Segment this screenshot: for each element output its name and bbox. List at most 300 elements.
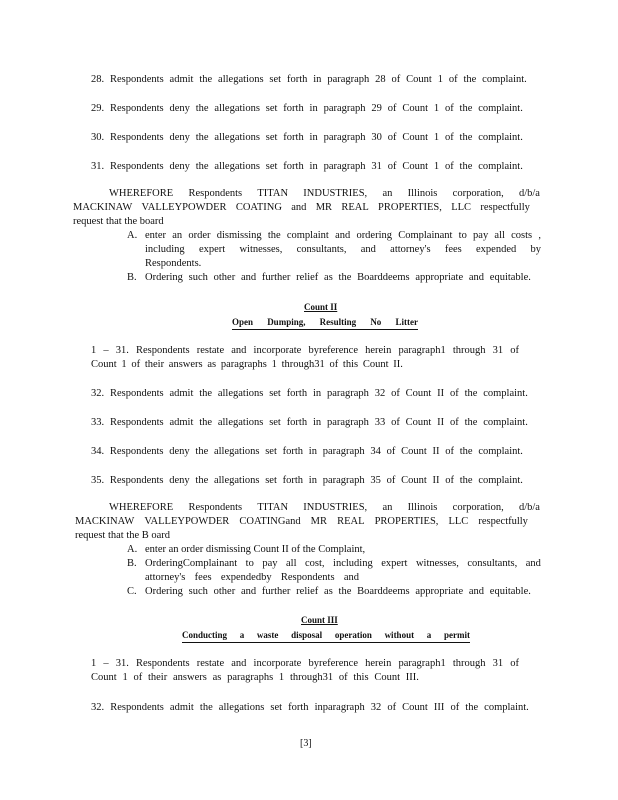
word: respectfully bbox=[480, 202, 530, 213]
word: ordering bbox=[356, 230, 393, 241]
word: and bbox=[468, 586, 485, 597]
word: their bbox=[147, 672, 168, 683]
word: complaint. bbox=[482, 74, 527, 85]
word: Respondents bbox=[188, 502, 243, 513]
word: allegations bbox=[218, 74, 264, 85]
word: this bbox=[353, 672, 369, 683]
word: 1 bbox=[91, 345, 97, 356]
word: Count bbox=[91, 672, 117, 683]
word: the bbox=[464, 388, 478, 399]
word: admit bbox=[169, 74, 194, 85]
word: Count bbox=[402, 161, 428, 172]
count-2-title: Count II bbox=[304, 302, 338, 312]
word: of bbox=[386, 475, 396, 486]
word: allegations bbox=[217, 388, 264, 399]
word: such bbox=[188, 586, 208, 597]
word: of bbox=[510, 658, 519, 669]
word: 28. bbox=[91, 74, 105, 85]
word: of bbox=[449, 388, 459, 399]
word: further bbox=[261, 272, 291, 283]
word: the bbox=[459, 446, 473, 457]
word: equitable. bbox=[489, 586, 531, 597]
word: Complainant bbox=[398, 230, 453, 241]
word: allegations bbox=[217, 417, 264, 428]
word: paragraphs bbox=[227, 672, 274, 683]
word: III. bbox=[405, 672, 419, 683]
word: waste bbox=[256, 630, 279, 640]
word: in bbox=[309, 103, 318, 114]
word: and bbox=[360, 244, 376, 255]
word: deny bbox=[169, 132, 190, 143]
word: paragraph bbox=[323, 103, 366, 114]
word: deny bbox=[169, 103, 190, 114]
word: Conducting bbox=[182, 630, 228, 640]
word: as bbox=[207, 359, 217, 370]
word: expendedby bbox=[220, 572, 272, 583]
word: d/b/a bbox=[518, 502, 540, 513]
word: 35. bbox=[91, 475, 105, 486]
word: the bbox=[195, 161, 209, 172]
word: Count bbox=[91, 359, 117, 370]
word: Count bbox=[401, 446, 427, 457]
word: 1 bbox=[122, 672, 128, 683]
word: of bbox=[387, 103, 397, 114]
word: set bbox=[265, 103, 278, 114]
word: dismissing bbox=[216, 230, 262, 241]
word: 28 bbox=[375, 74, 386, 85]
word: paragraph bbox=[322, 475, 365, 486]
word: and bbox=[231, 345, 247, 356]
word: forth bbox=[282, 446, 304, 457]
word: of bbox=[391, 74, 401, 85]
word: MR bbox=[310, 516, 328, 527]
word: set bbox=[265, 132, 278, 143]
word: PROPERTIES, bbox=[378, 202, 442, 213]
word: 1 bbox=[278, 672, 285, 683]
word: an bbox=[382, 188, 393, 199]
list-letter-a: A. bbox=[127, 230, 138, 241]
word: Respondents bbox=[109, 417, 164, 428]
word: Count bbox=[402, 103, 428, 114]
word: to bbox=[245, 558, 254, 569]
word: admit bbox=[169, 417, 194, 428]
word: 1 bbox=[433, 161, 440, 172]
word: 31. bbox=[91, 161, 105, 172]
word: forth bbox=[283, 161, 304, 172]
word: paragraph bbox=[323, 132, 366, 143]
word: Litter bbox=[395, 317, 418, 327]
word: 30. bbox=[91, 132, 105, 143]
word: 31 bbox=[371, 161, 382, 172]
word: 32. bbox=[91, 388, 105, 399]
word: the bbox=[199, 388, 213, 399]
word: forth bbox=[282, 475, 304, 486]
word: the bbox=[199, 74, 213, 85]
word: MR bbox=[315, 202, 333, 213]
word: cost, bbox=[305, 558, 325, 569]
word: and bbox=[231, 658, 247, 669]
word: of bbox=[391, 417, 400, 428]
word: the bbox=[463, 74, 477, 85]
word: of bbox=[449, 417, 459, 428]
word: Count bbox=[402, 132, 428, 143]
word: permit bbox=[443, 630, 470, 640]
word: incorporate bbox=[253, 658, 302, 669]
word: MACKINAW bbox=[75, 516, 135, 527]
word: of bbox=[133, 672, 143, 683]
word: Count bbox=[362, 359, 389, 370]
word: the bbox=[195, 446, 209, 457]
word: other bbox=[213, 586, 236, 597]
wherefore-2-line-2 bbox=[75, 515, 528, 528]
word: corporation, bbox=[452, 188, 504, 199]
word: respectfully bbox=[478, 516, 528, 527]
word: paragraph bbox=[323, 161, 366, 172]
word: , bbox=[538, 230, 541, 241]
word: restate bbox=[196, 658, 225, 669]
word: set bbox=[265, 446, 277, 457]
word: Dumping, bbox=[267, 317, 306, 327]
word: expert bbox=[198, 244, 226, 255]
word: answers bbox=[172, 672, 207, 683]
word: Respondents bbox=[188, 188, 243, 199]
word: appropriate bbox=[415, 272, 464, 283]
word: Count bbox=[406, 74, 432, 85]
word: of bbox=[387, 702, 397, 713]
word: 35 bbox=[370, 475, 381, 486]
word: REAL bbox=[341, 202, 369, 213]
word: paragraphs bbox=[220, 359, 267, 370]
word: herein bbox=[365, 658, 392, 669]
word: and bbox=[291, 202, 307, 213]
word: Count bbox=[374, 672, 400, 683]
word: deny bbox=[169, 446, 190, 457]
word: further bbox=[261, 586, 291, 597]
word: and bbox=[343, 572, 359, 583]
word: in bbox=[309, 132, 318, 143]
word: the bbox=[199, 702, 213, 713]
word: pay bbox=[262, 558, 278, 569]
word: Respondents bbox=[109, 446, 164, 457]
word: complaint. bbox=[484, 702, 529, 713]
relief-a-line-2 bbox=[145, 243, 541, 256]
word: forth bbox=[283, 103, 304, 114]
word: of bbox=[510, 345, 519, 356]
word: paragraph1 bbox=[398, 658, 446, 669]
word: by bbox=[530, 244, 541, 255]
word: deny bbox=[169, 475, 190, 486]
word: allegations bbox=[214, 103, 260, 114]
word: the bbox=[464, 417, 478, 428]
word: and bbox=[468, 272, 485, 283]
word: II bbox=[432, 446, 440, 457]
word: in bbox=[309, 161, 318, 172]
word: complaint. bbox=[478, 475, 523, 486]
word: TITAN bbox=[257, 188, 289, 199]
word: an bbox=[382, 502, 393, 513]
word: Count bbox=[402, 702, 428, 713]
word: 31. bbox=[115, 658, 129, 669]
word: through bbox=[452, 345, 486, 356]
word: forth bbox=[286, 74, 308, 85]
word: expended bbox=[476, 244, 517, 255]
word: and bbox=[240, 586, 257, 597]
word: the bbox=[459, 161, 473, 172]
relief-a-line-1: enter an order dismissing Count II of the Complaint, bbox=[145, 544, 366, 555]
word: other bbox=[213, 272, 236, 283]
word: including bbox=[145, 244, 185, 255]
list-letter-b: B. bbox=[127, 558, 137, 569]
word: paragraph1 bbox=[398, 345, 446, 356]
word: pay bbox=[473, 230, 489, 241]
answer-29 bbox=[91, 102, 523, 115]
word: the bbox=[459, 132, 473, 143]
count-2-restate-line-1 bbox=[91, 344, 519, 357]
word: forth bbox=[288, 702, 309, 713]
count-3-subtitle bbox=[182, 629, 470, 643]
word: answers bbox=[168, 359, 203, 370]
word: Respondents bbox=[110, 74, 164, 85]
word: incorporate bbox=[253, 345, 302, 356]
word: set bbox=[265, 475, 277, 486]
word: Respondents bbox=[135, 658, 190, 669]
word: the bbox=[459, 103, 473, 114]
answer-30 bbox=[91, 131, 523, 144]
word: and bbox=[240, 272, 257, 283]
word: the bbox=[459, 475, 473, 486]
word: REAL bbox=[337, 516, 365, 527]
word: of bbox=[445, 475, 455, 486]
word: TITAN bbox=[257, 502, 289, 513]
word: 33. bbox=[91, 417, 105, 428]
word: set bbox=[269, 74, 282, 85]
word: complaint. bbox=[478, 132, 523, 143]
word: forth bbox=[286, 417, 308, 428]
count-3-title: Count III bbox=[301, 615, 338, 625]
word: as bbox=[324, 586, 333, 597]
word: 1 bbox=[121, 359, 127, 370]
word: witnesses, bbox=[415, 558, 459, 569]
word: of bbox=[386, 446, 396, 457]
word: through31 bbox=[281, 359, 325, 370]
count-2-subtitle bbox=[232, 316, 418, 330]
word: in bbox=[312, 417, 322, 428]
word: the bbox=[195, 103, 209, 114]
wherefore-2-line-3: request that the B oard bbox=[75, 530, 171, 541]
word: witnesses, bbox=[239, 244, 283, 255]
word: inparagraph bbox=[314, 702, 365, 713]
word: all bbox=[494, 230, 505, 241]
word: Respondents bbox=[135, 345, 190, 356]
word: in bbox=[308, 475, 317, 486]
word: corporation, bbox=[452, 502, 504, 513]
relief-b-line-1 bbox=[145, 557, 541, 570]
word: 31. bbox=[115, 345, 129, 356]
word: of bbox=[448, 74, 458, 85]
word: Ordering bbox=[145, 272, 183, 283]
word: LLC bbox=[448, 516, 469, 527]
word: equitable. bbox=[489, 272, 531, 283]
word: III bbox=[433, 702, 445, 713]
word: costs bbox=[511, 230, 533, 241]
relief-b-line-1 bbox=[145, 271, 531, 284]
word: deny bbox=[169, 161, 190, 172]
word: a bbox=[426, 630, 432, 640]
word: as bbox=[324, 272, 333, 283]
word: 1 bbox=[437, 74, 443, 85]
word: of bbox=[444, 132, 454, 143]
word: including bbox=[333, 558, 373, 569]
word: Ordering bbox=[145, 586, 183, 597]
word: Respondents bbox=[109, 132, 164, 143]
word: allegations bbox=[213, 475, 260, 486]
word: all bbox=[286, 558, 297, 569]
word: and bbox=[525, 558, 541, 569]
word: WHEREFORE bbox=[109, 502, 174, 513]
word: paragraph bbox=[327, 74, 370, 85]
word: 1 bbox=[271, 359, 277, 370]
word: Illinois bbox=[407, 188, 438, 199]
word: of bbox=[445, 446, 455, 457]
word: operation bbox=[334, 630, 372, 640]
word: COATING bbox=[235, 202, 282, 213]
word: of bbox=[450, 702, 460, 713]
list-letter-a: A. bbox=[127, 544, 138, 555]
word: complaint. bbox=[478, 103, 523, 114]
word: attorney's bbox=[145, 572, 186, 583]
answer-32 bbox=[91, 387, 528, 400]
count-2-restate-line-2 bbox=[91, 358, 403, 371]
relief-a-line-1 bbox=[145, 229, 541, 242]
word: of bbox=[444, 161, 454, 172]
word: Boarddeems bbox=[357, 272, 410, 283]
word: 29 bbox=[371, 103, 382, 114]
word: VALLEYPOWDER bbox=[141, 202, 227, 213]
word: herein bbox=[365, 345, 392, 356]
word: in bbox=[312, 388, 322, 399]
word: MACKINAW bbox=[73, 202, 133, 213]
word: 34 bbox=[370, 446, 381, 457]
word: the bbox=[267, 230, 281, 241]
word: the bbox=[195, 132, 209, 143]
word: of bbox=[131, 359, 141, 370]
answer-34 bbox=[91, 445, 523, 458]
word: complaint. bbox=[478, 161, 523, 172]
word: fees bbox=[194, 572, 212, 583]
word: without bbox=[384, 630, 415, 640]
word: expert bbox=[381, 558, 408, 569]
word: of bbox=[391, 388, 400, 399]
word: consultants, bbox=[467, 558, 518, 569]
word: 1 bbox=[433, 103, 440, 114]
word: the bbox=[338, 586, 352, 597]
word: 34. bbox=[91, 446, 105, 457]
word: COATINGand bbox=[239, 516, 301, 527]
word: II bbox=[432, 475, 440, 486]
wherefore-1-line-2 bbox=[73, 201, 530, 214]
word: INDUSTRIES, bbox=[303, 188, 368, 199]
word: relief bbox=[296, 272, 319, 283]
word: a bbox=[239, 630, 245, 640]
word: the bbox=[465, 702, 479, 713]
word: and bbox=[335, 230, 351, 241]
wherefore-1-line-3: request that the board bbox=[73, 216, 164, 227]
word: Count bbox=[405, 388, 432, 399]
word: Resulting bbox=[319, 317, 357, 327]
word: INDUSTRIES, bbox=[303, 502, 368, 513]
word: Count bbox=[401, 475, 427, 486]
word: 1 bbox=[91, 658, 97, 669]
word: paragraph bbox=[326, 388, 369, 399]
word: – bbox=[103, 658, 109, 669]
word: Count bbox=[405, 417, 432, 428]
word: to bbox=[458, 230, 467, 241]
answer-35 bbox=[91, 474, 523, 487]
word: of bbox=[329, 359, 339, 370]
word: Respondents bbox=[109, 103, 164, 114]
page-number: [3] bbox=[300, 738, 312, 749]
word: disposal bbox=[291, 630, 323, 640]
word: Respondents bbox=[109, 161, 164, 172]
word: of bbox=[387, 161, 397, 172]
word: an bbox=[172, 230, 183, 241]
word: admit bbox=[169, 702, 194, 713]
word: complaint bbox=[286, 230, 329, 241]
word: consultants, bbox=[296, 244, 347, 255]
word: allegations bbox=[218, 702, 265, 713]
relief-a-line-3: Respondents. bbox=[145, 258, 202, 269]
word: the bbox=[199, 417, 213, 428]
word: – bbox=[103, 345, 109, 356]
word: forth bbox=[286, 388, 308, 399]
answer-33 bbox=[91, 416, 528, 429]
word: such bbox=[188, 272, 208, 283]
word: of bbox=[444, 103, 454, 114]
word: their bbox=[144, 359, 165, 370]
word: 1 bbox=[433, 132, 440, 143]
count-3-restate-line-1 bbox=[91, 657, 519, 670]
word: 32 bbox=[370, 702, 382, 713]
word: set bbox=[269, 417, 281, 428]
word: 32 bbox=[374, 388, 386, 399]
word: the bbox=[338, 272, 352, 283]
word: set bbox=[270, 702, 283, 713]
word: admit bbox=[169, 388, 194, 399]
word: enter bbox=[145, 230, 166, 241]
word: OrderingComplainant bbox=[145, 558, 238, 569]
word: 33 bbox=[374, 417, 386, 428]
word: No bbox=[370, 317, 382, 327]
word: allegations bbox=[213, 446, 260, 457]
word: Respondents bbox=[109, 388, 164, 399]
word: 29. bbox=[91, 103, 105, 114]
word: of bbox=[387, 132, 397, 143]
word: allegations bbox=[214, 161, 260, 172]
word: set bbox=[269, 388, 281, 399]
word: WHEREFORE bbox=[109, 188, 174, 199]
word: II bbox=[437, 388, 445, 399]
relief-b-line-2 bbox=[145, 571, 359, 584]
word: relief bbox=[296, 586, 319, 597]
word: PROPERTIES, bbox=[374, 516, 439, 527]
relief-c-line-1 bbox=[145, 585, 531, 598]
word: order bbox=[188, 230, 211, 241]
word: d/b/a bbox=[518, 188, 540, 199]
word: VALLEYPOWDER bbox=[144, 516, 230, 527]
word: Illinois bbox=[407, 502, 438, 513]
word: forth bbox=[283, 132, 304, 143]
count-3-restate-line-2 bbox=[91, 671, 419, 684]
